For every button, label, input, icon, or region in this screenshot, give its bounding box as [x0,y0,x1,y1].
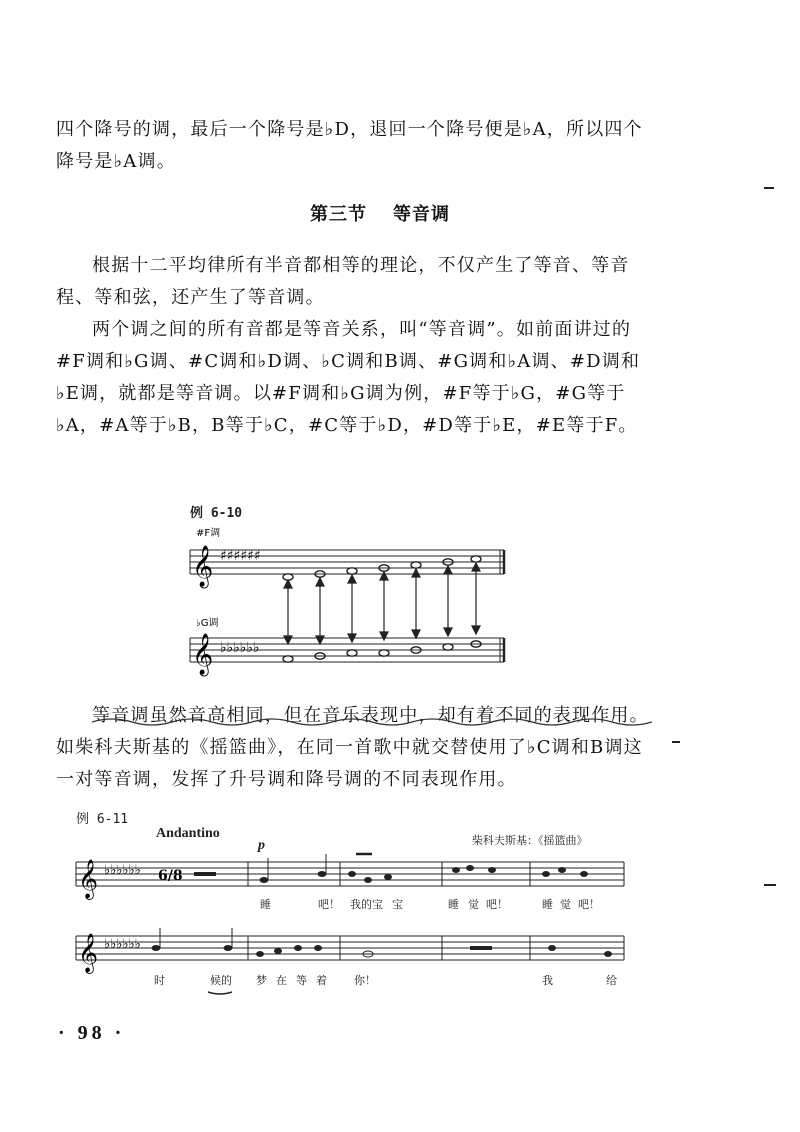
lyric: 时 [154,974,165,987]
treble-clef-icon: 𝄞 [78,859,99,899]
scan-mark [764,884,776,886]
paragraph-1: 根据十二平均律所有半音都相等的理论，不仅产生了等音、等音程、等和弦，还产生了等音调。 [56,255,630,308]
rest-icon [194,872,216,876]
lyric: 吧！ [578,898,600,911]
example-6-11-label: 例 6-11 [76,812,129,827]
lyric: 给 [606,974,617,987]
lyric: 吧！ [318,898,340,911]
lyric: 觉 [560,898,571,911]
example-6-11-score [72,850,632,1000]
lyric: 宝 [392,898,403,911]
staff-top-key-label: #F调 [196,528,221,539]
dynamic-marking: p [258,838,265,853]
lyric: 等 [296,974,307,987]
lyric: 睡 [260,898,271,911]
treble-clef-icon: 𝄞 [192,546,214,587]
lyric: 你！ [354,974,376,987]
treble-clef-icon: 𝄞 [78,933,99,973]
handwritten-underline [92,714,652,728]
equivalence-arrows [284,563,480,644]
lyric: 梦 [256,974,267,987]
paragraph-2: 两个调之间的所有音都是等音关系，叫“等音调”。如前面讲过的#F调和♭G调、#C调和♭D调、♭C调和B调、#G调和♭A调、#D调和♭E调，就都是等音调。以#F调和♭G调为例，#F等于♭G，#G等于♭A，#A等于♭B，B等于♭C，#C等于♭D，#D等于♭E，#E等于F。 [56,319,641,436]
handwritten-underline [208,992,232,994]
flat-icon: ♭♭♭♭♭♭ [104,937,141,952]
section-title: 等音调 [393,204,450,225]
lyric: 我 [542,974,553,987]
page-number: · 98 · [58,1022,126,1044]
time-signature: 6/8 [158,868,183,884]
sharp-icon: ♯♯♯♯♯♯ [220,548,261,564]
flat-icon: ♭♭♭♭♭♭ [104,863,141,878]
staff-bottom-key-label: ♭G调 [196,618,219,629]
lyric: 着 [316,974,327,987]
section-number: 第三节 [310,204,367,225]
lyric: 睡 [542,898,553,911]
lyric: 吧！ [486,898,508,911]
tempo-marking: Andantino [156,826,220,841]
lyric: 睡 [448,898,459,911]
composer-attribution: 柴科夫斯基：《摇篮曲》 [472,834,588,847]
scan-mark [764,187,774,189]
intro-paragraph: 四个降号的调，最后一个降号是♭D，退回一个降号便是♭A，所以四个降号是♭A调。 [56,119,643,172]
section-heading [0,200,760,226]
lyric: 候的 [210,974,232,987]
flat-icon: ♭♭♭♭♭♭ [220,640,260,656]
lyric: 我的宝 [350,898,383,911]
lyric: 觉 [468,898,479,911]
lyric: 在 [276,974,287,987]
scan-mark [672,741,680,743]
example-6-10-label: 例 6-10 [190,506,243,521]
paragraph-3: 等音调虽然音高相同，但在音乐表现中，却有着不同的表现作用。如柴科夫斯基的《摇篮曲》，在同一首歌中就交替使用了♭C调和B调这一对等音调，发挥了升号调和降号调的不同表现作用。 [56,705,649,790]
treble-clef-icon: 𝄞 [192,634,214,675]
example-6-10-figure [186,522,516,682]
